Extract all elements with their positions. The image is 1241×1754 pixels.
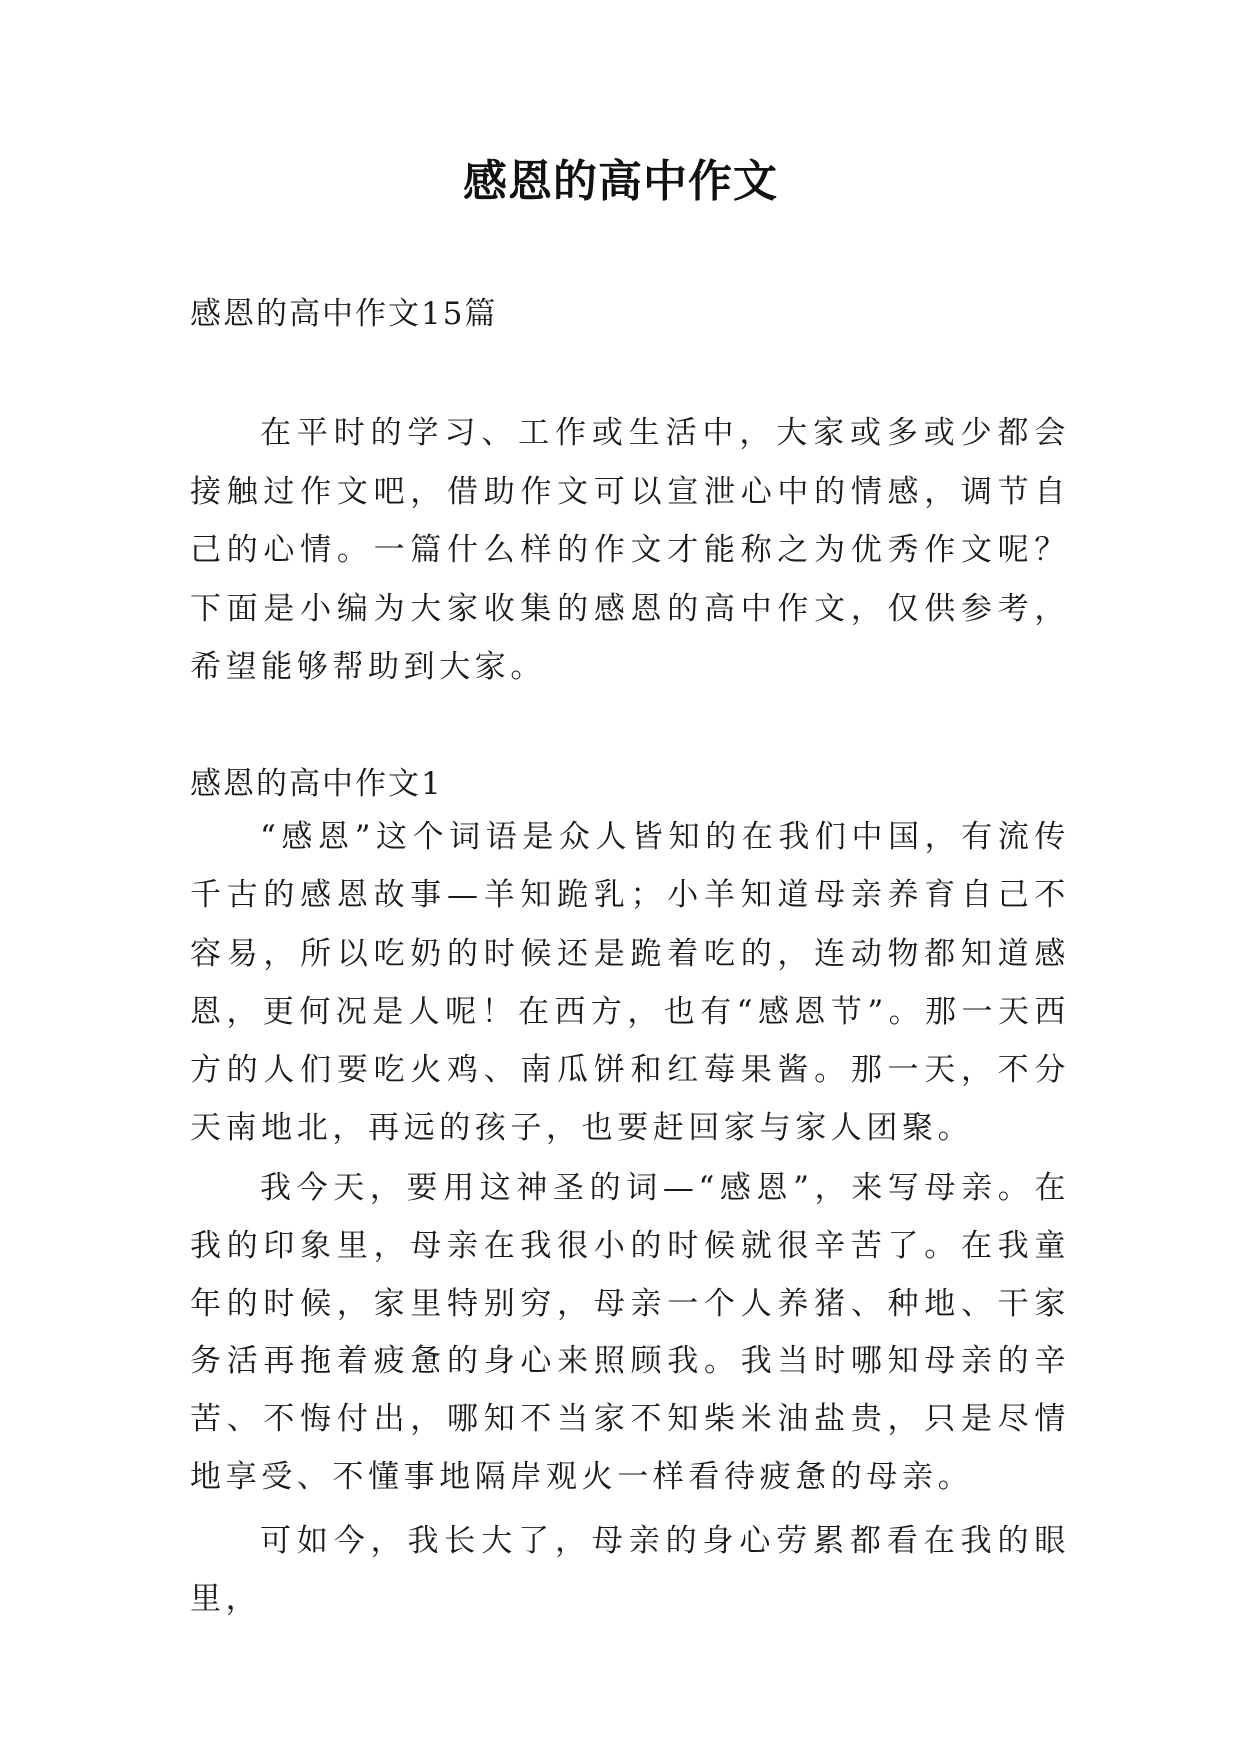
document-title: 感恩的高中作文: [463, 156, 778, 207]
section-paragraph: “感恩”这个词语是众人皆知的在我们中国，有流传千古的感恩故事—羊知跪乳；小羊知道母亲养育自己不容易，所以吃奶的时候还是跪着吃的，连动物都知道感恩，更何况是人呢！在西方，也有“感恩节”。那一天西方的人们要吃火鸡、南瓜饼和红莓果酱。那一天，不分天南地北，再远的孩子，也要赶回家与家人团聚。: [190, 819, 1070, 1147]
document-subtitle: 感恩的高中作文15篇: [190, 296, 498, 332]
section-paragraph: 我今天，要用这神圣的词—“感恩”，来写母亲。在我的印象里，母亲在我很小的时候就很辛苦了。在我童年的时候，家里特别穷，母亲一个人养猪、种地、干家务活再拖着疲惫的身心来照顾我。我当时哪知母亲的辛苦、不悔付出，哪知不当家不知柴米油盐贵，只是尽情地享受、不懂事地隔岸观火一样看待疲惫的母亲。: [190, 1170, 1070, 1495]
intro-paragraph: 在平时的学习、工作或生活中，大家或多或少都会接触过作文吧，借助作文可以宣泄心中的情感，调节自己的心情。一篇什么样的作文才能称之为优秀作文呢？下面是小编为大家收集的感恩的高中作文，仅供参考，希望能够帮助到大家。: [190, 415, 1070, 685]
section-paragraph: 可如今，我长大了，母亲的身心劳累都看在我的眼里，: [190, 1523, 1070, 1618]
section-heading: 感恩的高中作文1: [190, 766, 443, 802]
